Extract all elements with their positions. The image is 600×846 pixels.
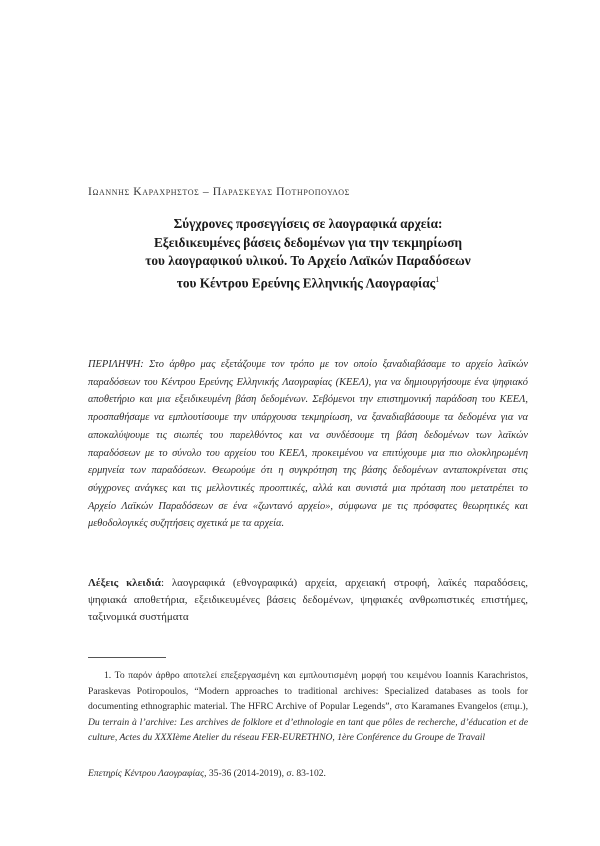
article-title: [88, 215, 528, 293]
title-line-4: [88, 271, 528, 293]
abstract: ΠΕΡΙΛΗΨΗ: Στο άρθρο μας εξετάζουμε τον τρόπο με τον οποίο ξαναδιαβάσαμε το αρχείο λαϊκών παραδόσεων του Κέντρου Ερεύνης Ελληνικής Λαογραφίας (ΚΕΕΛ), για να δημιουργήσουμε ένα ψηφιακό αποθετήριο και μια εξειδικευμένη βάση δεδομένων. Σεβόμενοι την επιστημονική παράδοση του ΚΕΕΛ, προσπαθήσαμε να εμπλουτίσουμε την υπάρχουσα τεκμηρίωση, να ξαναδιαβάσουμε τα δεδομένα για να αποκαλύψουμε τις σιωπές του παρελθόντος και να συνδέσουμε τη βάση δεδομένων των λαϊκών παραδόσεων με το σύνολο του αρχείου του ΚΕΕΛ, προκειμένου να επιτύχουμε μια πιο ολοκληρωμένη ερμηνεία των παραδόσεων. Θεωρούμε ότι η συγκρότηση της βάσης δεδομένων ανταποκρίνεται στις σύγχρονες ανάγκες και τις μελλοντικές προοπτικές, αλλά και συνιστά μια πρόταση που μετατρέπει το Αρχείο Λαϊκών Παραδόσεων σε ένα «ζωντανό αρχείο», σύμφωνα με τις πρόσφατες θεωρητικές και μεθοδολογικές συζητήσεις σχετικά με τα αρχεία.: [88, 359, 528, 530]
title-line-4-text: του Κέντρου Ερεύνης Ελληνικής Λαογραφίας: [176, 275, 436, 291]
journal-details: , 35-36 (2014-2019), σ. 83-102.: [204, 768, 326, 779]
title-line-1: Σύγχρονες προσεγγίσεις σε λαογραφικά αρχεία:: [173, 216, 443, 231]
title-line-2: Εξειδικευμένες βάσεις δεδομένων για την τεκμηρίωση: [153, 234, 463, 250]
title-line-3: του λαογραφικού υλικού. Το Αρχείο Λαϊκών Παραδόσεων: [145, 253, 471, 269]
footnote-number: 1.: [104, 670, 112, 681]
footnote-1: [88, 668, 528, 746]
footnote-marker[interactable]: 1: [435, 274, 440, 284]
keywords: [88, 575, 528, 626]
authors-line: Ιωαννης Καραχρηστος – Παρασκευας Ποτηροπουλος: [88, 185, 350, 198]
journal-reference: [88, 767, 528, 781]
footnote-text: Το παρόν άρθρο αποτελεί επεξεργασμένη και εμπλουτισμένη μορφή του κειμένου Ioannis Karachristos, Paraskevas Potiropoulos, “Modern approaches to traditional archives: Specialized databases as tools for documenting ethnographic material. The HFRC Archive of Popular Legends”, στο Karamanes Evangelos (επιμ.),: [88, 670, 529, 713]
keywords-label: Λέξεις κλειδιά: [88, 577, 161, 589]
footnote-divider: [88, 657, 166, 658]
keywords-text: : λαογραφικά (εθνογραφικά) αρχεία, αρχειακή στροφή, λαϊκές παραδόσεις, ψηφιακά αποθετήρια, εξειδικευμένες βάσεις δεδομένων, ψηφιακές ανθρωπιστικές επιστήμες, ταξινομικά συστήματα: [88, 577, 528, 623]
footnote-italic-title: Du terrain à l’archive: Les archives de folklore et d’ethnologie en tant que pôles de recherche, d’éducation et de culture, Actes du XXXIème Atelier du réseau FER-EURETHNO, 1ère Conférence du Groupe de Travail: [88, 716, 528, 744]
journal-name: Επετηρίς Κέντρου Λαογραφίας: [88, 768, 205, 779]
